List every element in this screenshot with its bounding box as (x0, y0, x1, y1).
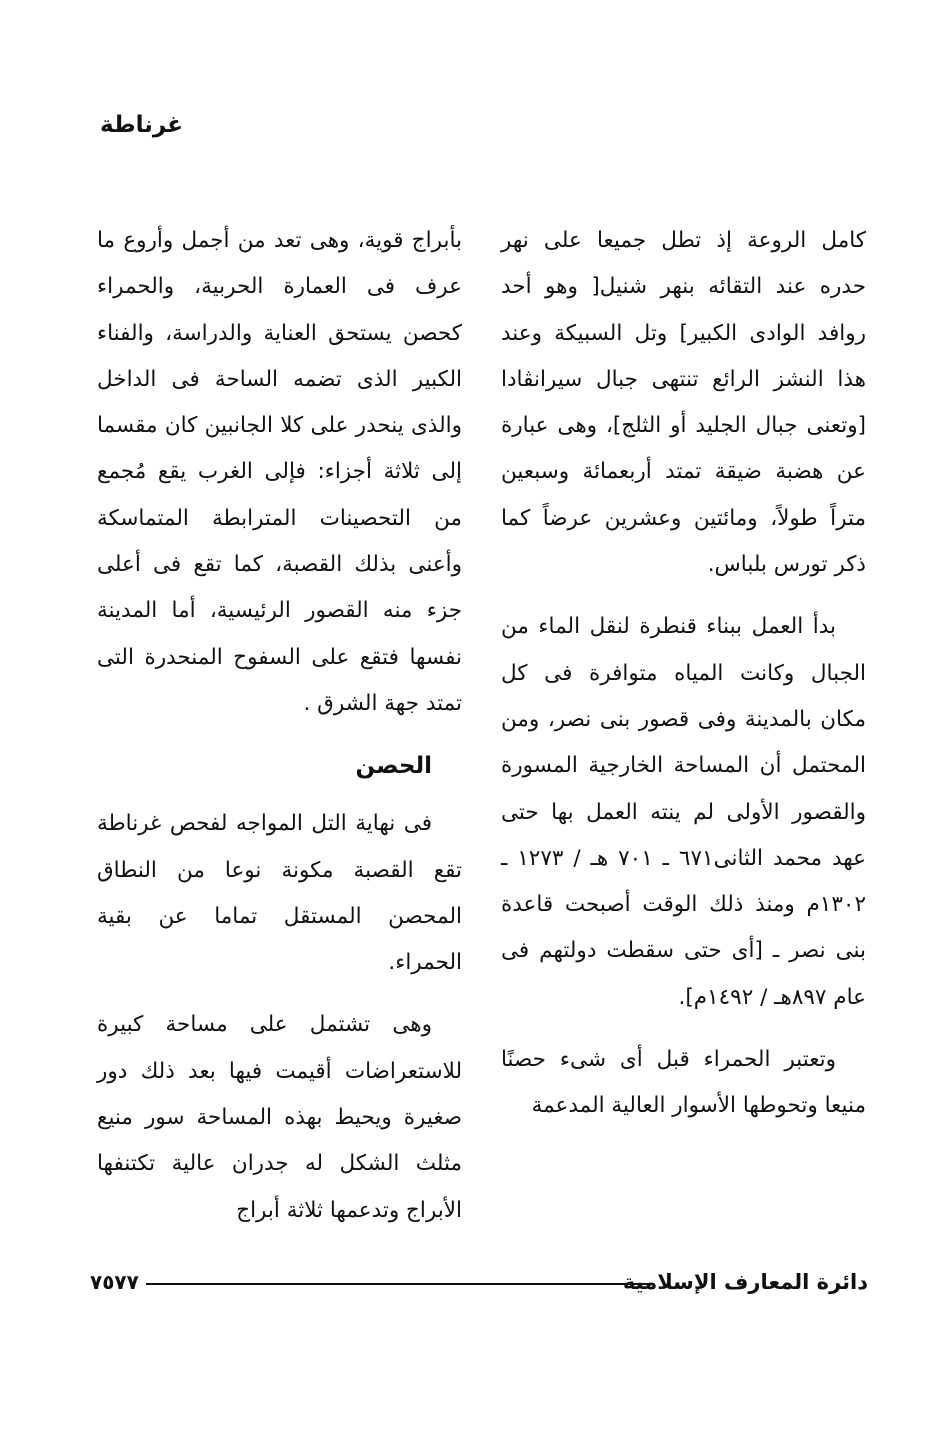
right-column (501, 218, 866, 1146)
body-paragraph: وهى تشتمل على مساحة كبيرة للاستعراضات أقيمت فيها بعد ذلك دور صغيرة ويحيط بهذه المساحة سور منيع مثلث الشكل له جدران عالية تكتنفها الأبراج وتدعمها ثلاثة أبراج (97, 1012, 462, 1223)
section-heading: الحصن (355, 753, 432, 780)
page-number: ٧٥٧٧ (90, 1270, 139, 1294)
left-column (97, 218, 462, 1250)
body-paragraph: كامل الروعة إذ تطل جميعا على نهر حدره عند التقائه بنهر شنيل[ وهو أحد روافد الوادى الكبير] وتل السبيكة وعند هذا النشز الرائع تنتهى جبال سيرانڤادا [وتعنى جبال الجليد أو الثلج]، وهى عبارة عن هضبة ضيقة تمتد أربعمائة وسبعين متراً طولاً، ومائتين وعشرين عرضاً كما ذكر تورس بلباس. (501, 228, 866, 578)
running-head: غرناطة (100, 112, 183, 138)
body-paragraph: بدأ العمل ببناء قنطرة لنقل الماء من الجبال وكانت المياه متوافرة فى كل مكان بالمدينة وفى قصور بنى نصر، ومن المحتمل أن المساحة الخارجية المسورة والقصور الأولى لم ينته العمل بها حتى عهد محمد الثانى٦٧١ ـ ٧٠١ هـ / ١٢٧٣ ـ ١٣٠٢م ومنذ ذلك الوقت أصبحت قاعدة بنى نصر ـ [أى حتى سقطت دولتهم فى عام ٨٩٧هـ / ١٤٩٢م]. (501, 614, 867, 1010)
footer-publication-title: دائرة المعارف الإسلامية (622, 1270, 868, 1294)
footer-rule (146, 1283, 650, 1285)
body-paragraph: بأبراج قوية، وهى تعد من أجمل وأروع ما عرف فى العمارة الحربية، والحمراء كحصن يستحق العناية والدراسة، والفناء الكبير الذى تضمه الساحة فى الداخل والذى ينحدر على كلا الجانبين كان مقسما إلى ثلاثة أجزاء: فإلى الغرب يقع مُجمع من التحصينات المترابطة المتماسكة وأعنى بذلك القصبة، كما تقع فى أعلى جزء منه القصور الرئيسية، أما المدينة نفسها فتقع على السفوح المنحدرة التى تمتد جهة الشرق . (97, 228, 462, 716)
body-paragraph: وتعتبر الحمراء قبل أى شىء حصنًا منيعا وتحوطها الأسوار العالية المدعمة (501, 1047, 866, 1119)
body-paragraph: فى نهاية التل المواجه لفحص غرناطة تقع القصبة مكونة نوعا من النطاق المحصن المستقل تماما عن بقية الحمراء. (97, 811, 462, 976)
page-footer (90, 1266, 868, 1306)
